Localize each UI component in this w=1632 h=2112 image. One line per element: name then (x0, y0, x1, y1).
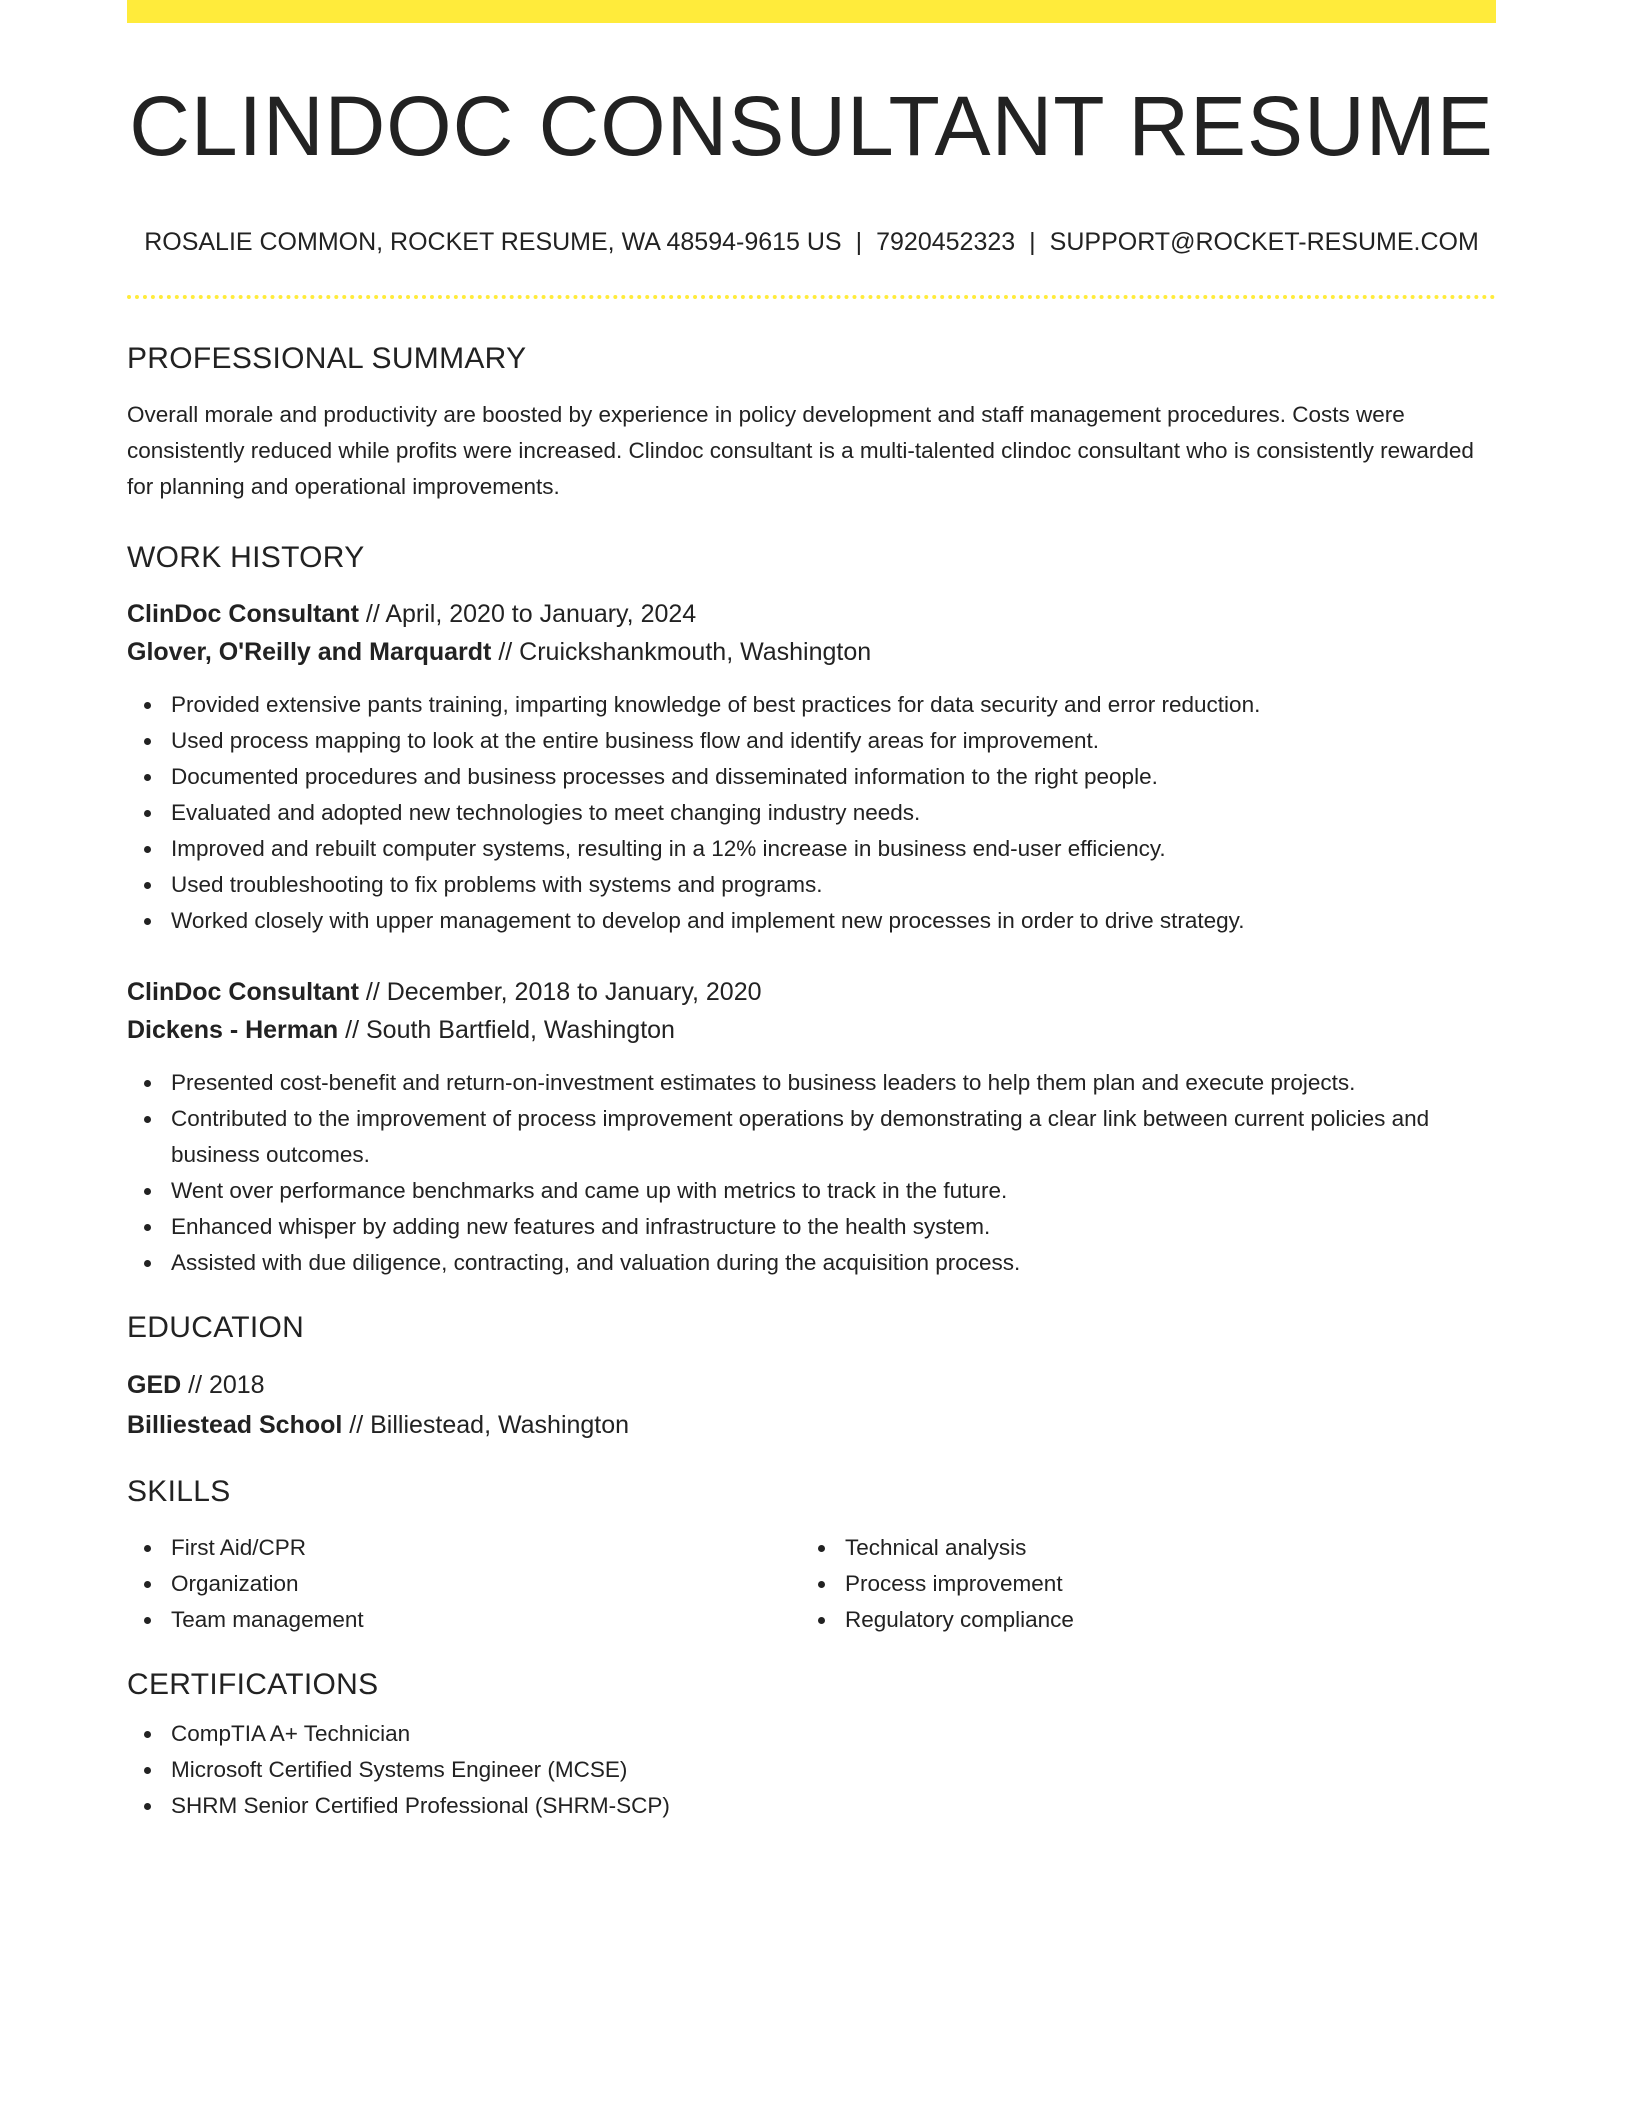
skill-item: Organization (127, 1566, 801, 1602)
skill-item: First Aid/CPR (127, 1530, 801, 1566)
skill-item: Technical analysis (801, 1530, 1475, 1566)
list-item: Documented procedures and business processes and disseminated information to the right people. (127, 759, 1496, 795)
job-company: Glover, O'Reilly and Marquardt (127, 638, 492, 666)
work-history-heading: WORK HISTORY (127, 541, 365, 574)
list-item: Presented cost-benefit and return-on-investment estimates to business leaders to help them plan and execute projects. (127, 1065, 1496, 1101)
certification-item: SHRM Senior Certified Professional (SHRM-SCP) (127, 1788, 1496, 1824)
job-company-line (127, 633, 1496, 671)
job-location: // Cruickshankmouth, Washington (491, 638, 872, 666)
certification-item: Microsoft Certified Systems Engineer (MCSE) (127, 1752, 1496, 1788)
certifications-heading: CERTIFICATIONS (127, 1668, 379, 1701)
skill-item: Process improvement (801, 1566, 1475, 1602)
skills-grid (127, 1530, 1496, 1638)
contact-phone: 7920452323 (876, 228, 1016, 256)
job-location: // South Bartfield, Washington (338, 1016, 675, 1044)
certifications-list (127, 1716, 1496, 1824)
job-entry (127, 973, 1496, 1281)
list-item: Used process mapping to look at the entire business flow and identify areas for improvement. (127, 723, 1496, 759)
job-bullets (127, 1065, 1496, 1281)
skill-item: Team management (127, 1602, 801, 1638)
job-dates: // December, 2018 to January, 2020 (358, 978, 762, 1006)
job-title: ClinDoc Consultant (127, 978, 359, 1006)
dotted-divider (127, 295, 1496, 299)
job-bullets (127, 687, 1496, 939)
job-title: ClinDoc Consultant (127, 600, 359, 628)
education-degree: GED (127, 1371, 182, 1399)
list-item: Improved and rebuilt computer systems, resulting in a 12% increase in business end-user efficiency. (127, 831, 1496, 867)
skills-right-column (801, 1530, 1475, 1638)
contact-email: SUPPORT@ROCKET-RESUME.COM (1049, 228, 1479, 256)
job-title-line (127, 595, 1496, 633)
list-item: Enhanced whisper by adding new features and infrastructure to the health system. (127, 1209, 1496, 1245)
resume-title: CLINDOC CONSULTANT RESUME (129, 79, 1494, 173)
contact-separator: | (1029, 228, 1036, 256)
contact-separator: | (855, 228, 863, 256)
education-heading: EDUCATION (127, 1311, 305, 1344)
job-dates: // April, 2020 to January, 2024 (358, 600, 697, 628)
education-school-line (127, 1405, 1496, 1445)
skill-item: Regulatory compliance (801, 1602, 1475, 1638)
skills-heading: SKILLS (127, 1475, 231, 1508)
job-entry (127, 595, 1496, 939)
skills-left-column (127, 1530, 801, 1638)
job-company: Dickens - Herman (127, 1016, 339, 1044)
education-school: Billiestead School (127, 1411, 343, 1439)
list-item: Contributed to the improvement of process improvement operations by demonstrating a clear link between current policies and business outcomes. (127, 1101, 1496, 1173)
resume-page (127, 0, 1496, 2112)
list-item: Provided extensive pants training, imparting knowledge of best practices for data security and error reduction. (127, 687, 1496, 723)
contact-address: ROSALIE COMMON, ROCKET RESUME, WA 48594-9615 US (144, 228, 842, 256)
contact-line (127, 230, 1496, 255)
certification-item: CompTIA A+ Technician (127, 1716, 1496, 1752)
list-item: Evaluated and adopted new technologies to meet changing industry needs. (127, 795, 1496, 831)
education-location: // Billiestead, Washington (342, 1411, 630, 1439)
list-item: Assisted with due diligence, contracting, and valuation during the acquisition process. (127, 1245, 1496, 1281)
accent-top-bar (127, 0, 1496, 23)
list-item: Went over performance benchmarks and came up with metrics to track in the future. (127, 1173, 1496, 1209)
education-year: // 2018 (181, 1371, 265, 1399)
list-item: Used troubleshooting to fix problems with systems and programs. (127, 867, 1496, 903)
summary-heading: PROFESSIONAL SUMMARY (127, 342, 527, 375)
job-company-line (127, 1011, 1496, 1049)
education-degree-line (127, 1365, 1496, 1405)
summary-text: Overall morale and productivity are boosted by experience in policy development and staff management procedures. Costs were consistently reduced while profits were increased. Clindoc consultant is a multi-talented clindoc consultant who is consistently rewarded for planning and operational improvements. (127, 402, 1474, 499)
job-title-line (127, 973, 1496, 1011)
list-item: Worked closely with upper management to develop and implement new processes in order to drive strategy. (127, 903, 1496, 939)
